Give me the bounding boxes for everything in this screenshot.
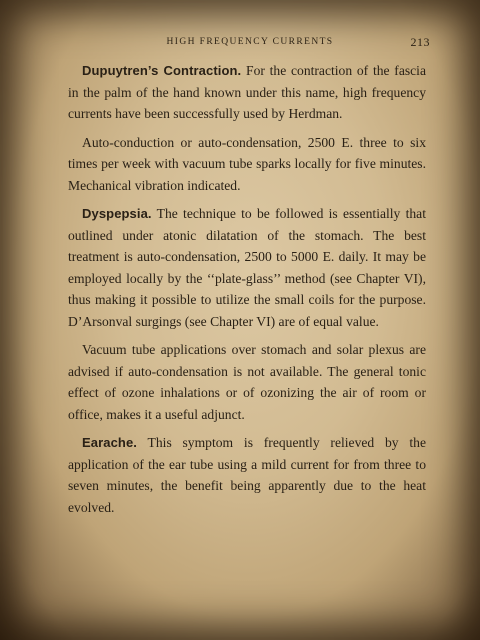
body-text: [68, 60, 426, 525]
page-header: [70, 34, 430, 50]
paragraph-text: Auto-conduction or auto-condensation, 2500 E. three to six times per week with vacuum tube sparks locally for five minutes. Mechanical vibration indicated.: [68, 134, 426, 193]
running-head: HIGH FREQUENCY CURRENTS: [166, 37, 334, 47]
paragraph-earache: [68, 432, 426, 518]
paragraph-text: This symptom is frequently relieved by the application of the ear tube using a mild current for from three to seven minutes, the benefit being apparently due to the heat evolved.: [68, 435, 426, 515]
paragraph-text: Vacuum tube applications over stomach and solar plexus are advised if auto-condensation is not available. The general tonic effect of ozone inhalations or of ozonizing the air of room or office, makes it a useful adjunct.: [68, 342, 426, 422]
section-heading-dyspepsia: Dyspepsia.: [82, 206, 152, 221]
paragraph-vacuum-tube: [68, 339, 426, 425]
paragraph-dupuytrens-contraction: [68, 60, 426, 125]
section-heading-earache: Earache.: [82, 435, 138, 450]
paragraph-text: For the contraction of the fascia in the palm of the hand known under this name, high frequency currents have been successfully used by Herdman.: [68, 63, 426, 121]
paragraph-text: The technique to be followed is essentially that outlined under atonic dilatation of the stomach. The best treatment is auto-condensation, 2500 to 5000 E. daily. It may be employed locally by the ‘‘plate-glass’’ method (see Chapter VI), thus making it possible to utilize the small coils for the purpose. D’Arsonval surgings (see Chapter VI) are of equal value.: [68, 206, 426, 329]
paragraph-dyspepsia: [68, 203, 426, 332]
section-heading-dupuytrens-contraction: Dupuytren’s Contraction.: [82, 63, 242, 78]
paragraph-auto-conduction: [68, 132, 426, 197]
page-number: 213: [410, 35, 430, 49]
